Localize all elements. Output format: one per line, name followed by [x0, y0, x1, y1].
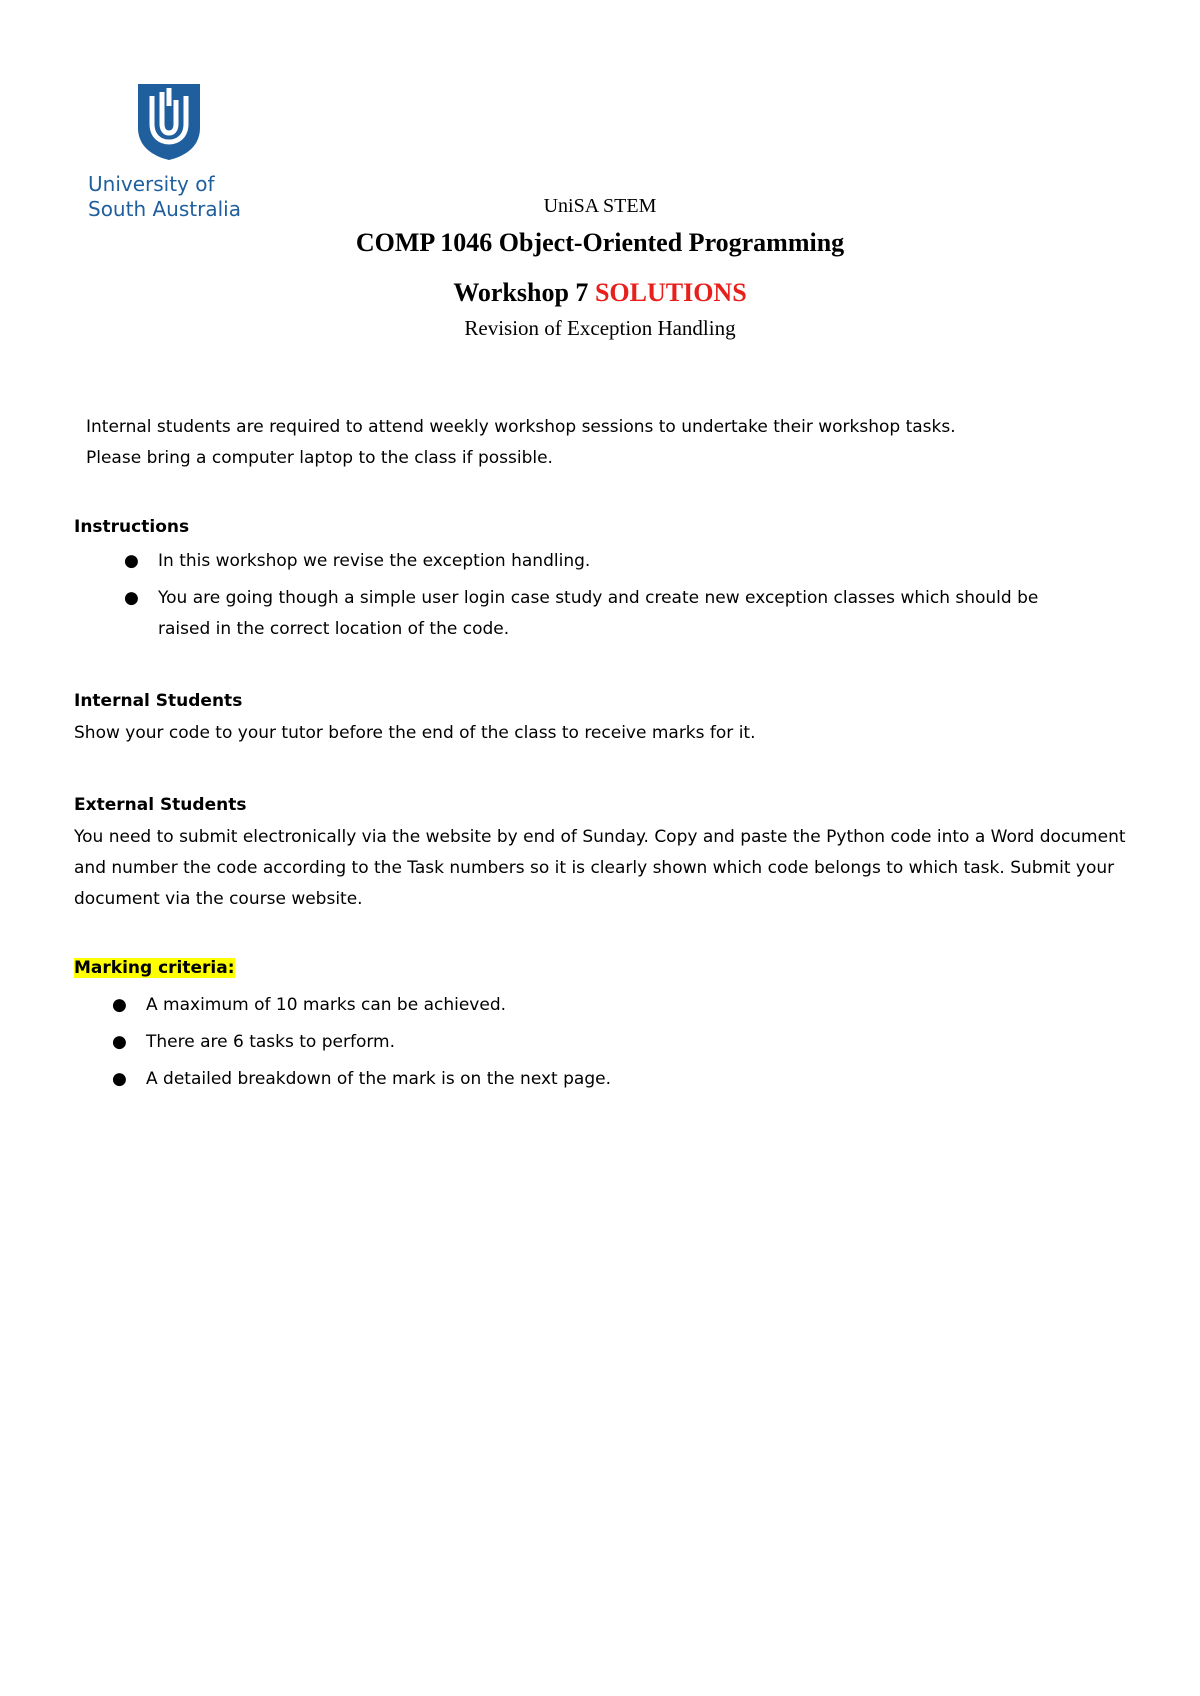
unisa-shield-icon	[138, 84, 200, 160]
bullet-icon: ●	[112, 1032, 127, 1052]
bullet-icon: ●	[112, 1069, 127, 1089]
instructions-heading: Instructions	[74, 517, 190, 537]
external-students-text: You need to submit electronically via the website by end of Sunday. Copy and paste the Python code into a Word document and number the code according to the Task numbers so it is clearly shown which code belongs to which task. Submit your document via the course website.	[74, 827, 1126, 909]
logo-line-2: South Australia	[88, 197, 241, 221]
list-item: ● In this workshop we revise the exception handling.	[158, 546, 1078, 577]
workshop-number: Workshop 7	[453, 278, 589, 307]
intro-line-2: Please bring a computer laptop to the class if possible.	[86, 448, 553, 468]
intro-paragraph	[86, 412, 1126, 474]
highlighted-heading: Marking criteria:	[74, 958, 235, 978]
bullet-icon: ●	[124, 588, 139, 608]
bullet-icon: ●	[112, 995, 127, 1015]
marking-criteria-heading	[74, 953, 235, 984]
course-title: COMP 1046 Object-Oriented Programming	[355, 228, 845, 257]
external-students-heading: External Students	[74, 795, 247, 815]
logo-line-1: University of	[88, 172, 215, 196]
department-name: UniSA STEM	[543, 195, 657, 217]
workshop-subtitle: Revision of Exception Handling	[464, 316, 736, 340]
list-item: ● You are going though a simple user login case study and create new exception classes which should be raised in the correct location of the code.	[158, 583, 1078, 645]
workshop-title	[0, 278, 1200, 308]
instructions-list	[124, 546, 1078, 651]
list-item: ● A detailed breakdown of the mark is on the next page.	[146, 1064, 1046, 1095]
solutions-label: SOLUTIONS	[594, 278, 747, 307]
marking-criteria-list	[112, 990, 1046, 1101]
list-item: ● There are 6 tasks to perform.	[146, 1027, 1046, 1058]
list-item: ● A maximum of 10 marks can be achieved.	[146, 990, 1046, 1021]
intro-line-1: Internal students are required to attend weekly workshop sessions to undertake their workshop tasks.	[86, 417, 956, 437]
bullet-icon: ●	[124, 551, 139, 571]
internal-students-text: Show your code to your tutor before the end of the class to receive marks for it.	[74, 723, 756, 743]
internal-students-heading: Internal Students	[74, 691, 243, 711]
